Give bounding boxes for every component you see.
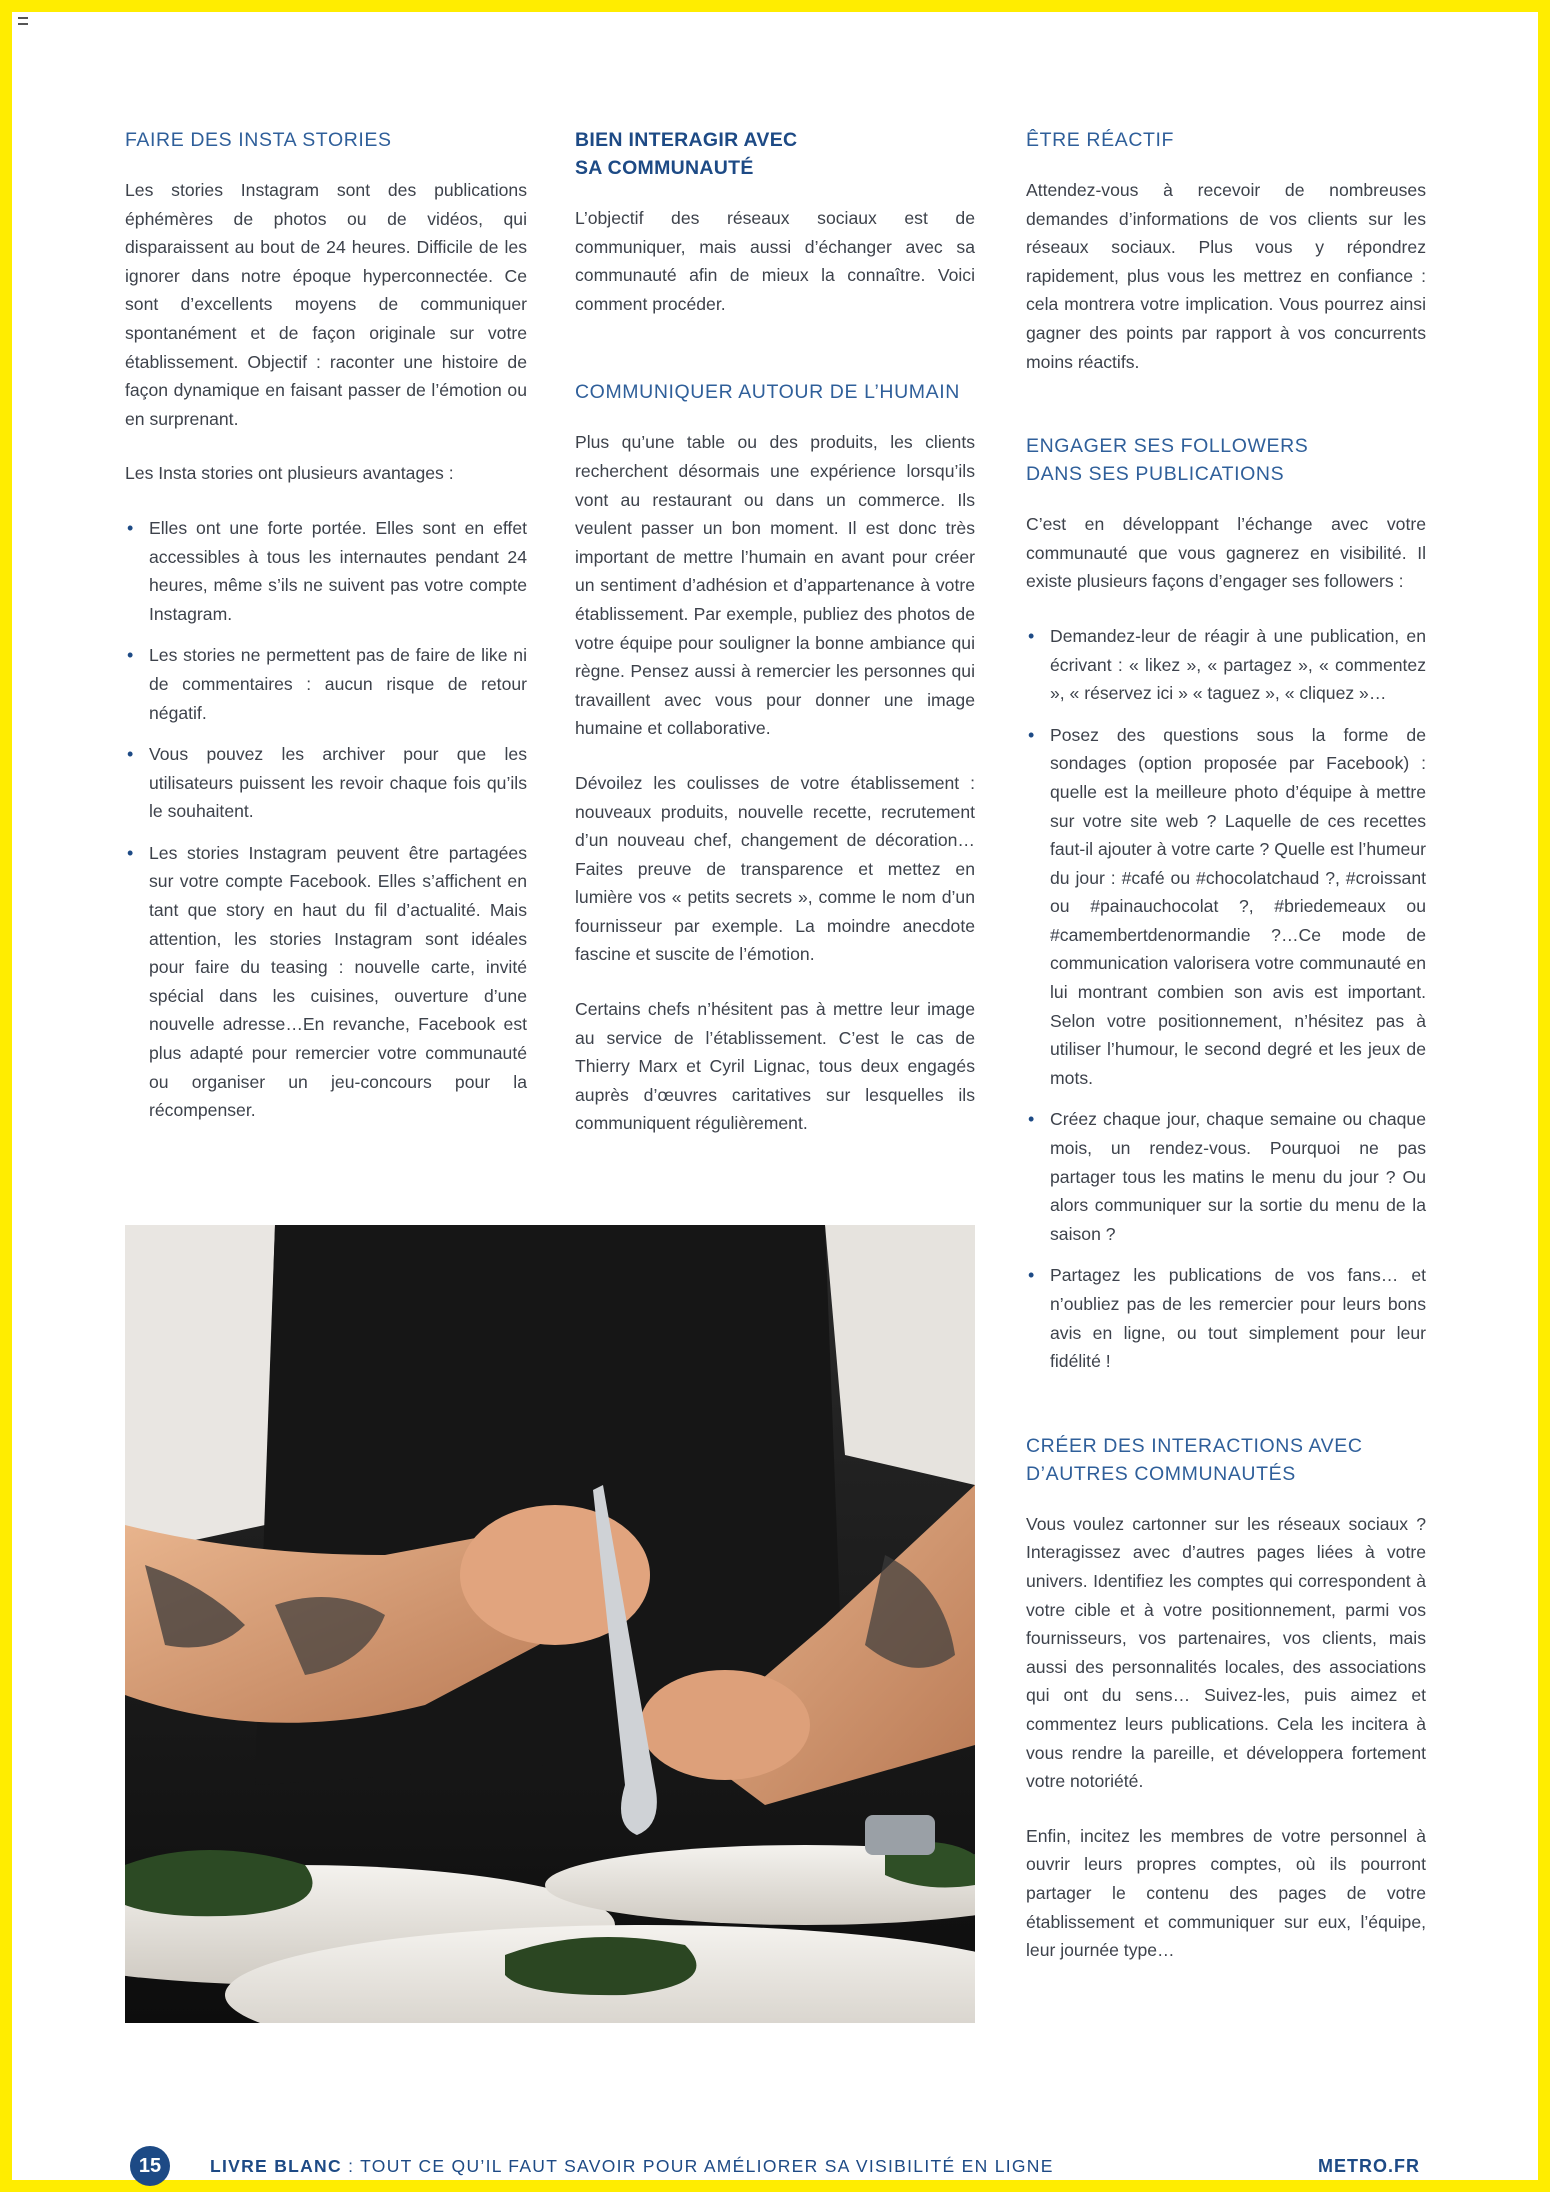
list-item: • Elles ont une forte portée. Elles sont en effet accessibles à tous les internautes pendant 24 heures, même s’ils ne suivent pas votre compte Instagram. [125,514,527,628]
bullet-icon: • [1028,1265,1035,1286]
page-number-badge: 15 [130,2146,170,2186]
paragraph: Les Insta stories ont plusieurs avantages : [125,463,454,484]
menu-icon[interactable] [18,17,28,25]
section-heading-interactions: CRÉER DES INTERACTIONS AVEC D’AUTRES COMMUNAUTÉS [1026,1434,1363,1485]
advantages-list [125,514,527,1125]
paragraph: Dévoilez les coulisses de votre établissement : nouveaux produits, nouvelle recette, recrutement d’un nouveau chef, changement de décoration…Faites preuve de transparence et mettez en lumière vos « petits secrets », comme le nom d’un fournisseur par exemple. La moindre anecdote fascine et suscite de l’émotion. [575,772,975,965]
page-footer [130,2146,1420,2186]
chef-plating-photo [125,1225,975,2023]
bullet-icon: • [1028,1109,1035,1130]
list-item: • Posez des questions sous la forme de sondages (option proposée par Facebook) : quelle est la meilleure photo d’équipe à mettre sur votre site web ? Laquelle de ces recettes faut-il ajouter à votre carte ? Quelle est l’humeur du jour : #café ou #chocolatchaud ?, #croissant ou #painauchocolat ?, #briedemeaux ou #camembertdenormandie ?…Ce mode de communication valorisera votre communauté en lui montrant combien son avis est important. Selon votre positionnement, n’hésitez pas à utiliser l’humour, le second degré et les jeux de mots. [1026,721,1426,1093]
column-insta-stories [125,126,527,1151]
section-heading-humain: COMMUNIQUER AUTOUR DE L’HUMAIN [575,381,960,404]
section-heading-reactif: ÊTRE RÉACTIF [1026,129,1175,151]
chef-plating-image [125,1225,975,2023]
list-item: • Les stories ne permettent pas de faire de like ni de commentaires : aucun risque de retour négatif. [125,641,527,727]
bullet-icon: • [127,744,134,765]
section-heading-insta-stories: FAIRE DES INSTA STORIES [125,129,392,151]
engagement-list [1026,622,1426,1376]
bullet-icon: • [127,842,134,863]
bullet-icon: • [127,517,134,538]
footer-site-link[interactable]: METRO.FR [1318,2156,1420,2176]
bullet-icon: • [1028,625,1035,646]
paragraph: Plus qu’une table ou des produits, les clients recherchent désormais une expérience lorsqu’ils vont au restaurant ou dans un commerce. Ils veulent passer un bon moment. Il est donc très important de mettre l’humain en avant pour créer un sentiment d’adhésion et d’appartenance à votre établissement. Par exemple, publiez des photos de votre équipe pour souligner la bonne ambiance qui règne. Pensez aussi à remercier les personnes qui travaillent avec vous pour donner une image humaine et collaborative. [575,432,975,739]
bullet-icon: • [127,645,134,666]
list-item: • Demandez-leur de réagir à une publication, en écrivant : « likez », « partagez », « commentez », « réservez ici » « taguez », « cliquez »… [1026,622,1426,708]
footer-title-rest: : TOUT CE QU’IL FAUT SAVOIR POUR AMÉLIORER SA VISIBILITÉ EN LIGNE [341,2156,1054,2176]
paragraph: L’objectif des réseaux sociaux est de communiquer, mais aussi d’échanger avec sa communauté afin de mieux la connaître. Voici comment procéder. [575,208,975,314]
bullet-icon: • [1028,724,1035,745]
paragraph: Vous voulez cartonner sur les réseaux sociaux ? Interagissez avec d’autres pages liées à votre univers. Identifiez les comptes qui correspondent à votre cible et à votre positionnement, parmi vos fournisseurs, vos partenaires, vos clients, mais aussi des personnalités locales, des associations qui ont du sens… Suivez-les, puis aimez et commentez leurs publications. Cela les incitera à vous rendre la pareille, et développera fortement votre notoriété. [1026,1513,1426,1792]
list-item: • Vous pouvez les archiver pour que les utilisateurs puissent les revoir chaque fois qu’ils le souhaitent. [125,740,527,826]
column-reactif [1026,126,1426,1991]
footer-title [210,2156,1054,2177]
paragraph: C’est en développant l’échange avec votre communauté que vous gagnerez en visibilité. Il existe plusieurs façons d’engager ses followers : [1026,514,1426,592]
paragraph: Les stories Instagram sont des publications éphémères de photos ou de vidéos, qui disparaissent au bout de 24 heures. Difficile de les ignorer dans notre époque hyperconnectée. Ce sont d’excellents moyens de communiquer spontanément et de façon originale sur votre établissement. Objectif : raconter une histoire de façon dynamique en faisant passer de l’émotion ou en surprenant. [125,180,527,429]
paragraph: Certains chefs n’hésitent pas à mettre leur image au service de l’établissement. C’est le cas de Thierry Marx et Cyril Lignac, tous deux engagés auprès d’œuvres caritatives sur lesquelles ils communiquent régulièrement. [575,999,975,1134]
list-item: • Créez chaque jour, chaque semaine ou chaque mois, un rendez-vous. Pourquoi ne pas partager tous les matins le menu du jour ? Ou alors communiquer sur la sortie du menu de la saison ? [1026,1105,1426,1248]
footer-title-bold: LIVRE BLANC [210,2156,342,2176]
column-interagir [575,126,975,1164]
paragraph: Attendez-vous à recevoir de nombreuses demandes d’informations de vos clients sur les réseaux sociaux. Plus vous y répondrez rapidement, plus vous les mettrez en confiance : cela montrera votre implication. Vous pourrez ainsi gagner des points par rapport à vos concurrents moins réactifs. [1026,180,1426,372]
paragraph: Enfin, incitez les membres de votre personnel à ouvrir leurs propres comptes, où ils pourront partager le contenu des pages de votre établissement et communiquer sur eux, l’équipe, leur journée type… [1026,1825,1426,1961]
section-heading-interagir: BIEN INTERAGIR AVEC SA COMMUNAUTÉ [575,129,798,179]
list-item: • Partagez les publications de vos fans… et n’oubliez pas de les remercier pour leurs bons avis en ligne, ou tout simplement pour leur fidélité ! [1026,1261,1426,1375]
list-item: • Les stories Instagram peuvent être partagées sur votre compte Facebook. Elles s’affichent en tant que story en haut du fil d’actualité. Mais attention, les stories Instagram sont idéales pour faire du teasing : nouvelle carte, invité spécial dans les cuisines, ouverture d’une nouvelle adresse…En revanche, Facebook est plus adapté pour remercier votre communauté ou organiser un jeu-concours pour la récompenser. [125,839,527,1125]
section-heading-followers: ENGAGER SES FOLLOWERS DANS SES PUBLICATIONS [1026,435,1309,486]
